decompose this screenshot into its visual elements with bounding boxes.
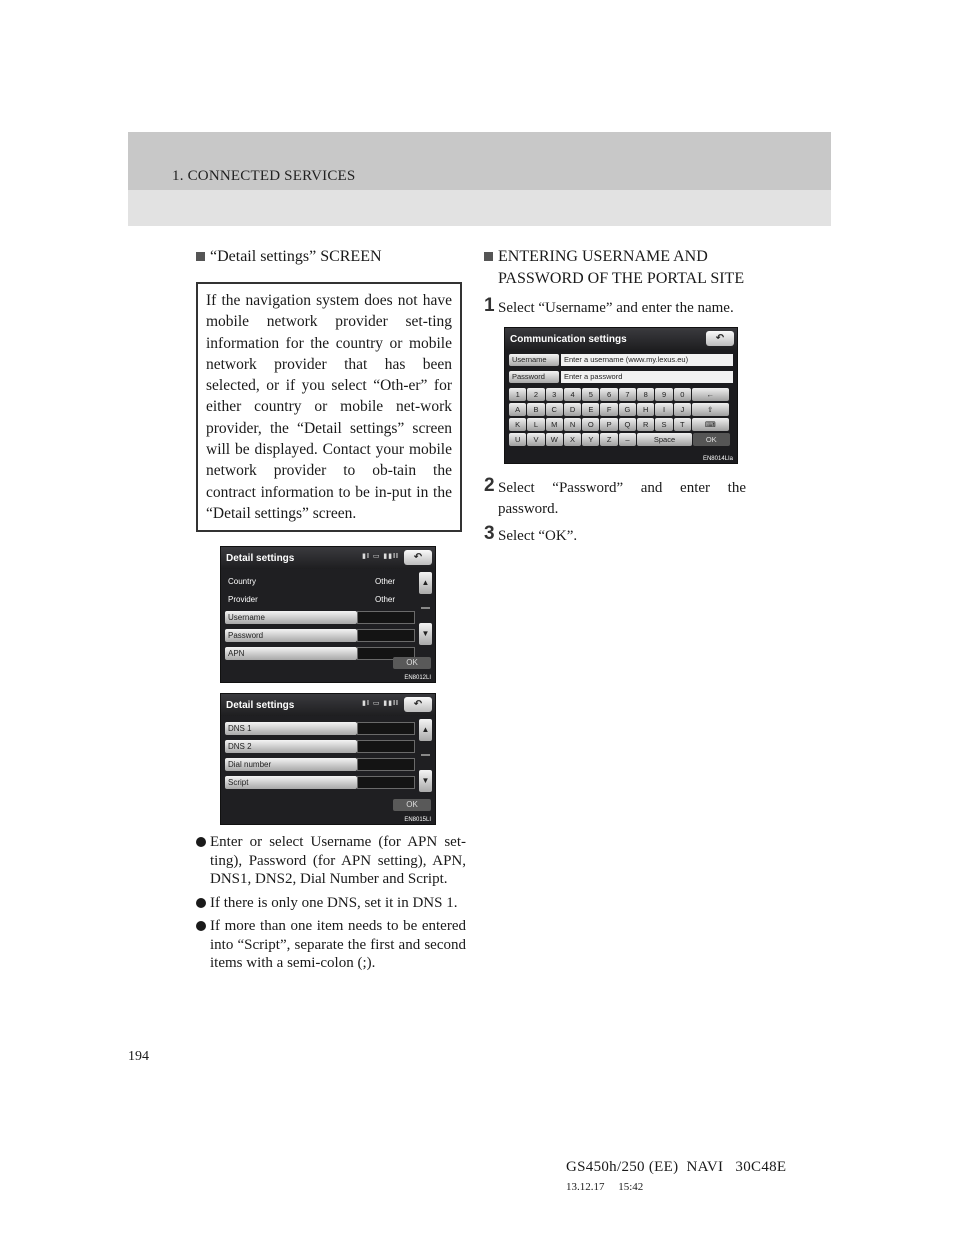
bullet-icon: [196, 921, 206, 931]
detail-settings-heading: “Detail settings” SCREEN: [196, 246, 466, 268]
figure-id: EN8012LI: [404, 675, 431, 682]
key[interactable]: Z: [600, 433, 617, 446]
key[interactable]: G: [619, 403, 636, 416]
screen-title-bar: Detail settings ▮I ▭ ▮▮II ↶: [221, 547, 435, 569]
figure-id: EN8015LI: [404, 817, 431, 824]
setting-row-username: [225, 608, 435, 626]
key[interactable]: 9: [655, 388, 672, 401]
password-input[interactable]: Enter a password: [561, 371, 733, 383]
dns1-field: [357, 722, 415, 735]
key[interactable]: 4: [564, 388, 581, 401]
key[interactable]: H: [637, 403, 654, 416]
key[interactable]: P: [600, 418, 617, 431]
figure-id: EN8014LIa: [702, 456, 733, 462]
key[interactable]: X: [564, 433, 581, 446]
key[interactable]: 1: [509, 388, 526, 401]
left-column: [196, 246, 466, 978]
screen-title-bar: Detail settings ▮I ▭ ▮▮II ↶: [221, 694, 435, 716]
key[interactable]: J: [674, 403, 691, 416]
key[interactable]: K: [509, 418, 526, 431]
screen-title-bar: Communication settings ↶: [505, 328, 737, 350]
scroll-up-button[interactable]: ▲: [419, 719, 432, 741]
key[interactable]: D: [564, 403, 581, 416]
setting-row-country: Country Other: [228, 576, 396, 586]
username-button[interactable]: Username: [509, 354, 559, 366]
key[interactable]: 0: [674, 388, 691, 401]
key[interactable]: 7: [619, 388, 636, 401]
dns2-field: [357, 740, 415, 753]
key[interactable]: I: [655, 403, 672, 416]
key[interactable]: T: [674, 418, 691, 431]
key[interactable]: Q: [619, 418, 636, 431]
keyboard-row-2: [509, 403, 733, 416]
script-field: [357, 776, 415, 789]
communication-settings-screen: [504, 327, 738, 464]
information-note: If the navigation system does not have mobile network provider set-ting information for the country or mobile network provider that has been selected, or if you select “Oth-er” for either country or mobile net-work provider, the “Detail settings” screen will be displayed. Contact your mobile network provider to ob-tain the contract information to be in-put in the “Detail settings” screen.: [196, 282, 462, 532]
keyboard-layout-key[interactable]: ⌨: [692, 418, 729, 431]
key[interactable]: 8: [637, 388, 654, 401]
setting-row-password: [225, 626, 435, 644]
key[interactable]: M: [546, 418, 563, 431]
key[interactable]: R: [637, 418, 654, 431]
scroll-down-button[interactable]: ▼: [419, 770, 432, 792]
key[interactable]: Y: [582, 433, 599, 446]
ok-button[interactable]: OK: [693, 433, 730, 446]
key[interactable]: O: [582, 418, 599, 431]
signal-status-icon: ▮I ▭ ▮▮II: [362, 553, 399, 561]
back-button[interactable]: ↶: [404, 697, 432, 712]
footer-model-code: GS450h/250 (EE) NAVI 30C48E: [566, 1159, 787, 1175]
back-button[interactable]: ↶: [706, 331, 734, 346]
username-button[interactable]: Username: [225, 611, 357, 624]
key[interactable]: –: [619, 433, 636, 446]
key[interactable]: 5: [582, 388, 599, 401]
steps: [484, 295, 746, 547]
scroll-track[interactable]: [419, 594, 432, 623]
key[interactable]: V: [527, 433, 544, 446]
dns1-button[interactable]: DNS 1: [225, 722, 357, 735]
dns2-button[interactable]: DNS 2: [225, 740, 357, 753]
step-3: 3 Select “OK”.: [484, 523, 578, 544]
scroll-controls: [419, 719, 432, 792]
key[interactable]: F: [600, 403, 617, 416]
list-item: If more than one item needs to be entered into “Script”, separate the first and second items with a semi-colon (;).: [196, 917, 466, 973]
key[interactable]: 2: [527, 388, 544, 401]
shift-key[interactable]: ⇧: [692, 403, 729, 416]
username-row: [509, 353, 733, 367]
square-bullet-icon: [484, 252, 493, 261]
keyboard-row-3: [509, 418, 733, 431]
footer-timestamp: 13.12.17 15:42: [566, 1181, 644, 1193]
setting-row-dial-number: [225, 755, 435, 773]
right-column: [484, 246, 746, 547]
dial-number-button[interactable]: Dial number: [225, 758, 357, 771]
dial-number-field: [357, 758, 415, 771]
signal-status-icon: ▮I ▭ ▮▮II: [362, 700, 399, 708]
scroll-thumb[interactable]: [421, 607, 430, 609]
key[interactable]: A: [509, 403, 526, 416]
password-field: [357, 629, 415, 642]
ok-button[interactable]: OK: [393, 657, 431, 669]
notes-list: [196, 833, 466, 973]
setting-row-dns2: [225, 737, 435, 755]
scroll-track[interactable]: [419, 741, 432, 770]
bullet-icon: [196, 898, 206, 908]
backspace-key[interactable]: ←: [692, 388, 729, 401]
scroll-down-button[interactable]: ▼: [419, 623, 432, 645]
key[interactable]: 6: [600, 388, 617, 401]
key[interactable]: U: [509, 433, 526, 446]
key[interactable]: N: [564, 418, 581, 431]
detail-settings-screen-2: [220, 693, 436, 825]
setting-row-provider: Provider Other: [228, 594, 396, 604]
keyboard: [509, 388, 733, 446]
list-item: If there is only one DNS, set it in DNS 1.: [196, 894, 466, 913]
apn-button[interactable]: APN: [225, 647, 357, 660]
detail-settings-screen-1: [220, 546, 436, 683]
keyboard-row-1: [509, 388, 733, 401]
key[interactable]: S: [655, 418, 672, 431]
list-item: Enter or select Username (for APN set-ting), Password (for APN setting), APN, DNS1, DNS2, Dial Number and Script.: [196, 833, 466, 889]
setting-row-dns1: [225, 719, 435, 737]
key[interactable]: C: [546, 403, 563, 416]
key[interactable]: E: [582, 403, 599, 416]
script-button[interactable]: Script: [225, 776, 357, 789]
scroll-thumb[interactable]: [421, 754, 430, 756]
key[interactable]: 3: [546, 388, 563, 401]
keyboard-row-4: [509, 433, 733, 446]
password-button[interactable]: Password: [225, 629, 357, 642]
setting-row-script: [225, 773, 435, 791]
password-button[interactable]: Password: [509, 371, 559, 383]
step-1: 1 Select “Username” and enter the name.: [484, 295, 734, 316]
section-title: 1. CONNECTED SERVICES: [172, 168, 356, 184]
header-subband: [128, 190, 831, 226]
key[interactable]: B: [527, 403, 544, 416]
username-field: [357, 611, 415, 624]
password-row: [509, 370, 733, 384]
username-input[interactable]: Enter a username (www.my.lexus.eu): [561, 354, 733, 366]
space-key[interactable]: Space: [637, 433, 692, 446]
portal-login-heading: ENTERING USERNAME AND PASSWORD OF THE PORTAL SITE: [484, 246, 746, 290]
key[interactable]: W: [546, 433, 563, 446]
page-number: 194: [128, 1049, 149, 1064]
bullet-icon: [196, 837, 206, 847]
step-2: 2 Select “Password” and enter the password.: [484, 475, 746, 517]
key[interactable]: L: [527, 418, 544, 431]
scroll-controls: [419, 572, 432, 645]
ok-button[interactable]: OK: [393, 799, 431, 811]
back-button[interactable]: ↶: [404, 550, 432, 565]
scroll-up-button[interactable]: ▲: [419, 572, 432, 594]
square-bullet-icon: [196, 252, 205, 261]
